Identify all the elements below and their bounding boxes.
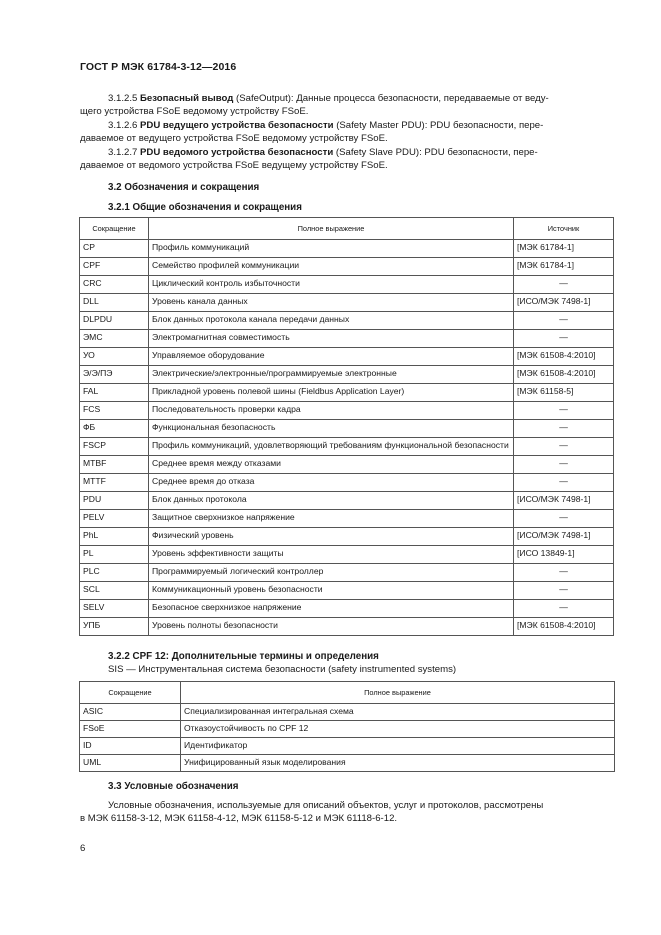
abbreviation-cell: CRC <box>80 276 149 294</box>
expression-cell: Коммуникационный уровень безопасности <box>149 582 514 600</box>
source-cell: [ИСО/МЭК 7498-1] <box>514 528 614 546</box>
abbreviation-cell: DLL <box>80 294 149 312</box>
source-cell: [МЭК 61508-4:2010] <box>514 618 614 636</box>
expression-cell: Электрические/электронные/программируемые электронные <box>149 366 514 384</box>
abbreviation-cell: PELV <box>80 510 149 528</box>
abbreviation-cell: MTTF <box>80 474 149 492</box>
abbreviation-cell: DLPDU <box>80 312 149 330</box>
source-cell: — <box>514 582 614 600</box>
table-row <box>80 528 614 546</box>
expression-cell: Среднее время между отказами <box>149 456 514 474</box>
source-cell: — <box>514 330 614 348</box>
expression-cell: Безопасное сверхнизкое напряжение <box>149 600 514 618</box>
column-header-abbreviation: Сокращение <box>80 218 149 240</box>
definition-3-1-2-5 <box>80 92 614 118</box>
abbreviation-cell: ASIC <box>80 704 181 721</box>
abbreviation-cell: FSCP <box>80 438 149 456</box>
definition-term: PDU ведомого устройства безопасности <box>140 147 334 158</box>
expression-cell: Семейство профилей коммуникации <box>149 258 514 276</box>
table-row <box>80 456 614 474</box>
table-header-row <box>80 218 614 240</box>
source-cell: — <box>514 474 614 492</box>
table-row <box>80 600 614 618</box>
section-3-3-text <box>80 799 614 825</box>
expression-cell: Унифицированный язык моделирования <box>181 755 615 772</box>
expression-cell: Среднее время до отказа <box>149 474 514 492</box>
definition-text: (SafeOutput): Данные процесса безопасности, передаваемые от веду- <box>233 93 549 104</box>
abbreviations-table <box>79 217 614 636</box>
table-row <box>80 510 614 528</box>
section-3-3-line: Условные обозначения, используемые для описаний объектов, услуг и протоколов, рассмотрены <box>108 800 544 811</box>
document-header: ГОСТ Р МЭК 61784-3-12—2016 <box>80 61 237 73</box>
table-row <box>80 312 614 330</box>
expression-cell: Управляемое оборудование <box>149 348 514 366</box>
table-row <box>80 738 615 755</box>
expression-cell: Прикладной уровень полевой шины (Fieldbus Application Layer) <box>149 384 514 402</box>
table-row <box>80 330 614 348</box>
expression-cell: Профиль коммуникаций <box>149 240 514 258</box>
section-3-2-1-heading: 3.2.1 Общие обозначения и сокращения <box>108 202 302 213</box>
table-row <box>80 294 614 312</box>
expression-cell: Идентификатор <box>181 738 615 755</box>
abbreviation-cell: PLC <box>80 564 149 582</box>
abbreviation-cell: PDU <box>80 492 149 510</box>
table-row <box>80 755 615 772</box>
definition-text-cont: даваемое от ведущего устройства FSoE ведомому устройству FSoE. <box>80 133 388 144</box>
expression-cell: Защитное сверхнизкое напряжение <box>149 510 514 528</box>
source-cell: — <box>514 600 614 618</box>
abbreviation-cell: ЭМС <box>80 330 149 348</box>
section-3-2-2-heading: 3.2.2 CPF 12: Дополнительные термины и определения <box>108 651 379 662</box>
expression-cell: Специализированная интегральная схема <box>181 704 615 721</box>
expression-cell: Профиль коммуникаций, удовлетворяющий требованиям функциональной безопасности <box>149 438 514 456</box>
expression-cell: Уровень канала данных <box>149 294 514 312</box>
cpf12-abbreviations-table <box>79 681 615 772</box>
section-3-2-heading: 3.2 Обозначения и сокращения <box>108 182 260 193</box>
source-cell: [МЭК 61784-1] <box>514 240 614 258</box>
page-number: 6 <box>80 843 86 854</box>
definition-term: Безопасный вывод <box>140 93 234 104</box>
abbreviation-cell: ID <box>80 738 181 755</box>
table-row <box>80 348 614 366</box>
source-cell: — <box>514 312 614 330</box>
expression-cell: Отказоустойчивость по CPF 12 <box>181 721 615 738</box>
expression-cell: Циклический контроль избыточности <box>149 276 514 294</box>
abbreviation-cell: Э/Э/ПЭ <box>80 366 149 384</box>
table-row <box>80 258 614 276</box>
source-cell: — <box>514 276 614 294</box>
source-cell: — <box>514 510 614 528</box>
source-cell: — <box>514 564 614 582</box>
definition-text: (Safety Slave PDU): PDU безопасности, пере- <box>333 147 538 158</box>
table-row <box>80 546 614 564</box>
expression-cell: Функциональная безопасность <box>149 420 514 438</box>
table-header-row <box>80 682 615 704</box>
definition-text-cont: щего устройства FSoE ведомому устройству FSoE. <box>80 106 309 117</box>
abbreviation-cell: SELV <box>80 600 149 618</box>
expression-cell: Блок данных протокола <box>149 492 514 510</box>
table-row <box>80 384 614 402</box>
abbreviation-cell: ФБ <box>80 420 149 438</box>
source-cell: [МЭК 61158-5] <box>514 384 614 402</box>
sis-definition: SIS — Инструментальная система безопасности (safety instrumented systems) <box>108 664 457 675</box>
abbreviation-cell: SCL <box>80 582 149 600</box>
source-cell: — <box>514 402 614 420</box>
source-cell: [МЭК 61508-4:2010] <box>514 366 614 384</box>
expression-cell: Физический уровень <box>149 528 514 546</box>
definition-text: (Safety Master PDU): PDU безопасности, пере- <box>333 120 544 131</box>
abbreviation-cell: UML <box>80 755 181 772</box>
expression-cell: Программируемый логический контроллер <box>149 564 514 582</box>
column-header-source: Источник <box>514 218 614 240</box>
column-header-expression: Полное выражение <box>149 218 514 240</box>
column-header-expression: Полное выражение <box>181 682 615 704</box>
source-cell: [МЭК 61784-1] <box>514 258 614 276</box>
expression-cell: Уровень эффективности защиты <box>149 546 514 564</box>
source-cell: [ИСО 13849-1] <box>514 546 614 564</box>
definition-number: 3.1.2.7 <box>108 147 138 158</box>
abbreviation-cell: PL <box>80 546 149 564</box>
source-cell: — <box>514 438 614 456</box>
expression-cell: Блок данных протокола канала передачи данных <box>149 312 514 330</box>
abbreviation-cell: CP <box>80 240 149 258</box>
table-row <box>80 564 614 582</box>
column-header-abbreviation: Сокращение <box>80 682 181 704</box>
definition-number: 3.1.2.5 <box>108 93 138 104</box>
definition-number: 3.1.2.6 <box>108 120 138 131</box>
abbreviation-cell: CPF <box>80 258 149 276</box>
source-cell: — <box>514 456 614 474</box>
abbreviation-cell: УПБ <box>80 618 149 636</box>
table-row <box>80 618 614 636</box>
definition-3-1-2-7 <box>80 146 614 172</box>
table-row <box>80 366 614 384</box>
table-row <box>80 438 614 456</box>
section-3-3-heading: 3.3 Условные обозначения <box>108 781 239 792</box>
table-row <box>80 492 614 510</box>
table-row <box>80 474 614 492</box>
definition-text-cont: даваемое от ведомого устройства FSoE ведущему устройству FSoE. <box>80 160 388 171</box>
definition-term: PDU ведущего устройства безопасности <box>140 120 334 131</box>
table-row <box>80 582 614 600</box>
table-row <box>80 704 615 721</box>
abbreviation-cell: PhL <box>80 528 149 546</box>
expression-cell: Последовательность проверки кадра <box>149 402 514 420</box>
table-row <box>80 420 614 438</box>
source-cell: [МЭК 61508-4:2010] <box>514 348 614 366</box>
expression-cell: Электромагнитная совместимость <box>149 330 514 348</box>
expression-cell: Уровень полноты безопасности <box>149 618 514 636</box>
section-3-3-line: в МЭК 61158-3-12, МЭК 61158-4-12, МЭК 61158-5-12 и МЭК 61118-6-12. <box>80 813 398 824</box>
table-row <box>80 240 614 258</box>
table-row <box>80 276 614 294</box>
source-cell: — <box>514 420 614 438</box>
table-row <box>80 721 615 738</box>
abbreviation-cell: MTBF <box>80 456 149 474</box>
table-row <box>80 402 614 420</box>
source-cell: [ИСО/МЭК 7498-1] <box>514 294 614 312</box>
definition-3-1-2-6 <box>80 119 614 145</box>
abbreviation-cell: FCS <box>80 402 149 420</box>
abbreviation-cell: УО <box>80 348 149 366</box>
source-cell: [ИСО/МЭК 7498-1] <box>514 492 614 510</box>
abbreviation-cell: FAL <box>80 384 149 402</box>
abbreviation-cell: FSoE <box>80 721 181 738</box>
